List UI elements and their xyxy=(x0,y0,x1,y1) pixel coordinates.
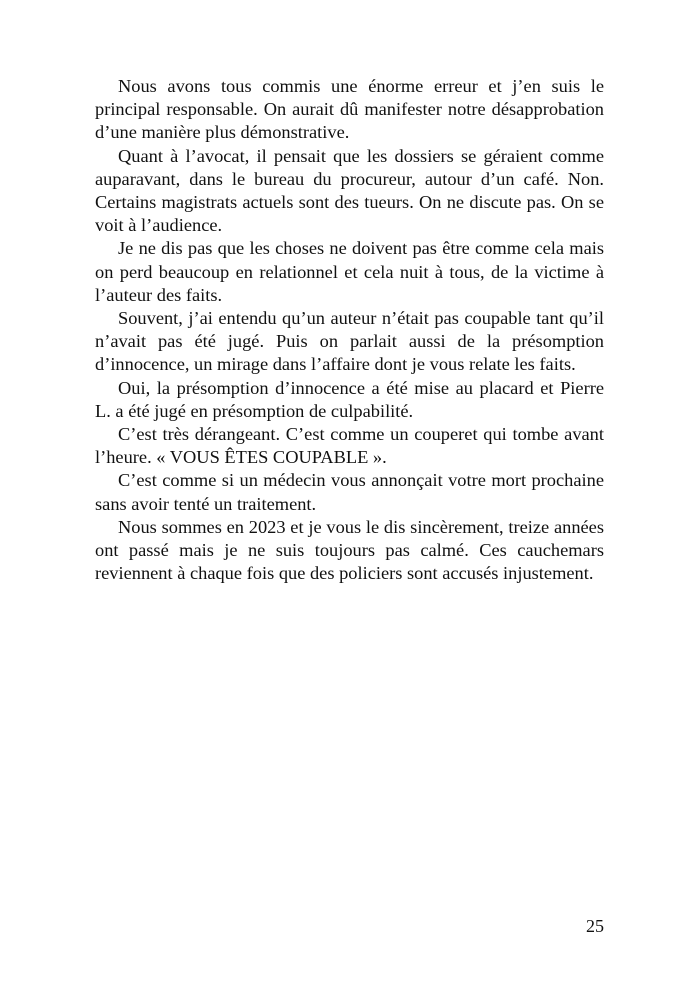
paragraph: Quant à l’avocat, il pensait que les dossiers se géraient comme auparavant, dans le bureau du procureur, autour d’un café. Non. Certains magistrats actuels sont des tueurs. On ne discute pas. On se voit à l’audience. xyxy=(95,145,604,236)
paragraph: C’est comme si un médecin vous annonçait votre mort prochaine sans avoir tenté un traitement. xyxy=(95,470,604,514)
paragraph: C’est très dérangeant. C’est comme un couperet qui tombe avant l’heure. « VOUS ÊTES COUPABLE ». xyxy=(95,424,604,468)
paragraph: Je ne dis pas que les choses ne doivent pas être comme cela mais on perd beaucoup en relationnel et cela nuit à tous, de la victime à l’auteur des faits. xyxy=(95,238,604,305)
paragraph: Oui, la présomption d’innocence a été mise au placard et Pierre L. a été jugé en présomption de culpabilité. xyxy=(95,377,604,421)
paragraph: Nous sommes en 2023 et je vous le dis sincèrement, treize années ont passé mais je ne suis toujours pas calmé. Ces cauchemars reviennent à chaque fois que des policiers sont accusés injustement. xyxy=(95,516,604,584)
paragraph: Souvent, j’ai entendu qu’un auteur n’était pas coupable tant qu’il n’avait pas été jugé. Puis on parlait aussi de la présomption d’innocence, un mirage dans l’affaire dont je vous relate les faits. xyxy=(95,308,604,375)
paragraph: Nous avons tous commis une énorme erreur et j’en suis le principal responsable. On aurait dû manifester notre désapprobation d’une manière plus démonstrative. xyxy=(95,76,604,143)
page-number: 25 xyxy=(586,916,604,936)
body-text xyxy=(95,75,604,585)
